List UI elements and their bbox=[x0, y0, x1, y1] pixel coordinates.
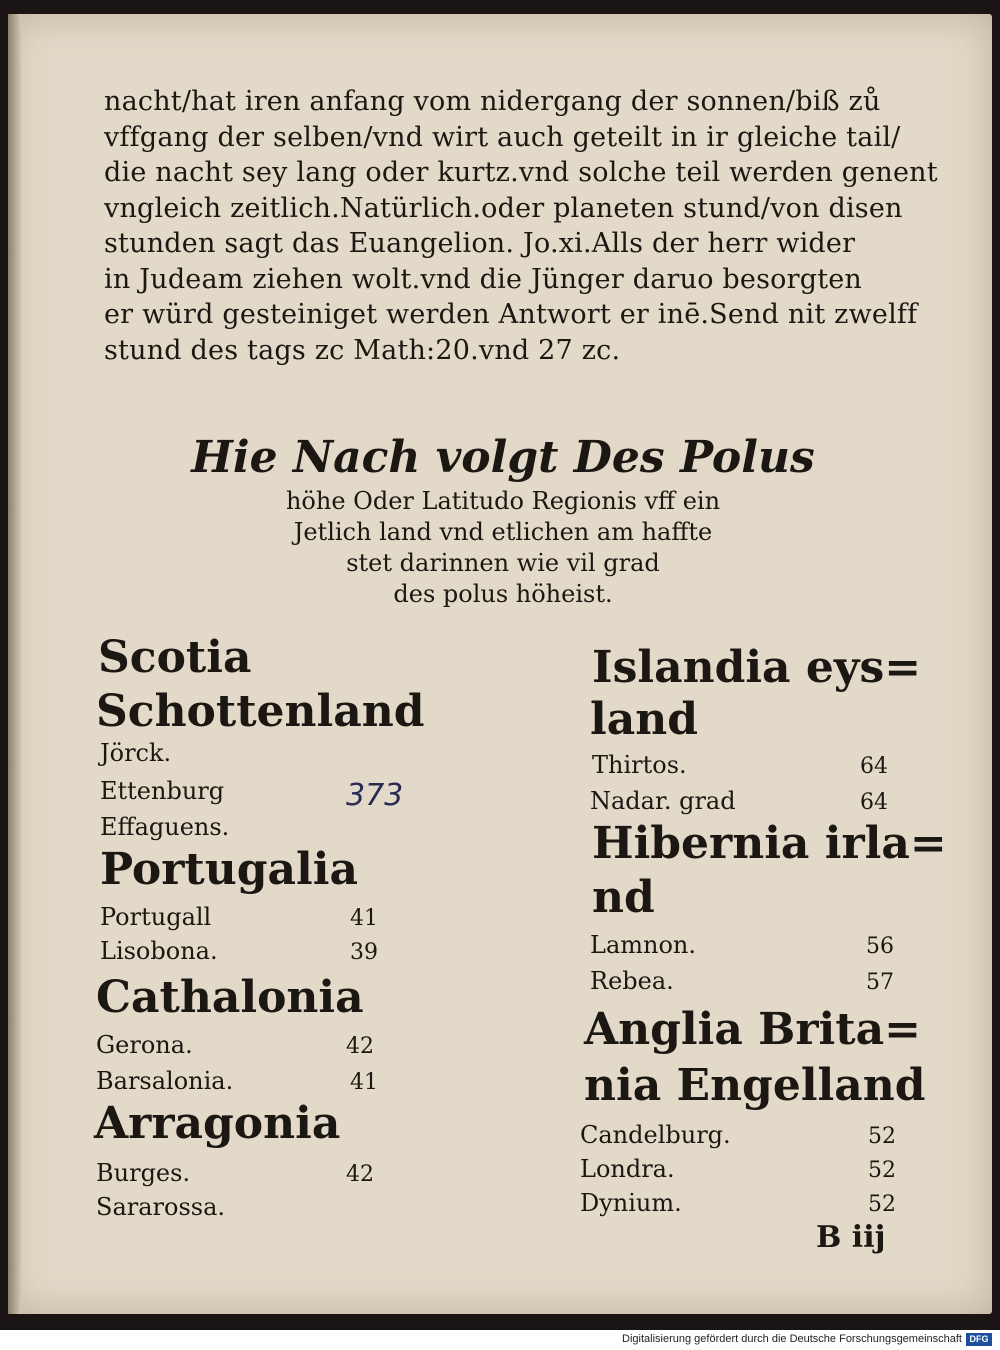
handwritten-annotation: 373 bbox=[346, 778, 404, 813]
place-name: Dynium. bbox=[580, 1189, 682, 1217]
place-name: Barsalonia. bbox=[96, 1067, 234, 1095]
latitude-value: 56 bbox=[866, 934, 894, 959]
region-anglia: Anglia Brita= bbox=[584, 1004, 921, 1055]
region-anglia-cont: nia Engelland bbox=[584, 1060, 926, 1111]
latitude-value: 42 bbox=[346, 1034, 374, 1059]
place-name: Ettenburg bbox=[100, 777, 225, 805]
signature-mark: B iij bbox=[816, 1220, 886, 1255]
region-cathalonia: Cathalonia bbox=[96, 972, 364, 1023]
intro-line: vngleich zeitlich.Natürlich.oder planeten stund/von disen bbox=[104, 192, 903, 224]
heading-subline: stet darinnen wie vil grad bbox=[346, 549, 660, 577]
heading-title: Hie Nach volgt Des Polus bbox=[191, 432, 815, 483]
place-name: Lisobona. bbox=[100, 937, 218, 965]
place-name: Portugall bbox=[100, 903, 212, 931]
region-islandia-cont: land bbox=[590, 694, 698, 745]
heading-subline: Jetlich land vnd etlichen am haffte bbox=[293, 518, 713, 546]
region-arragonia: Arragonia bbox=[94, 1098, 341, 1149]
region-portugalia: Portugalia bbox=[100, 844, 358, 895]
heading-subline: höhe Oder Latitudo Regionis vff ein bbox=[285, 487, 721, 515]
dfg-logo: DFG bbox=[966, 1333, 992, 1346]
region-scotia-vernacular: Schottenland bbox=[96, 686, 425, 737]
latitude-value: 52 bbox=[868, 1192, 896, 1217]
place-name: Rebea. bbox=[590, 967, 674, 995]
page-binding-edge bbox=[8, 14, 22, 1314]
place-name: Sararossa. bbox=[96, 1193, 226, 1221]
latitude-value: 52 bbox=[868, 1124, 896, 1149]
latitude-value: 64 bbox=[860, 790, 888, 815]
intro-paragraph bbox=[104, 84, 938, 368]
intro-line: stund des tags zc Math:20.vnd 27 zc. bbox=[104, 334, 621, 366]
latitude-value: 52 bbox=[868, 1158, 896, 1183]
latitude-value: 64 bbox=[860, 754, 888, 779]
intro-line: er würd gesteiniget werden Antwort er inē.Send nit zwelff bbox=[104, 299, 918, 330]
region-scotia: Scotia bbox=[98, 632, 252, 683]
intro-line: in Judeam ziehen wolt.vnd die Jünger daruo besorgten bbox=[104, 263, 863, 295]
place-name: Jörck. bbox=[100, 739, 172, 767]
place-name: Nadar. grad bbox=[590, 787, 736, 815]
region-hibernia-cont: nd bbox=[592, 872, 655, 923]
book-page bbox=[8, 14, 992, 1314]
place-name: Gerona. bbox=[96, 1031, 193, 1059]
heading-subline: des polus höheist. bbox=[393, 580, 613, 608]
intro-line: vffgang der selben/vnd wirt auch geteilt in ir gleiche tail/ bbox=[104, 121, 901, 153]
place-name: Londra. bbox=[580, 1155, 675, 1183]
intro-line: die nacht sey lang oder kurtz.vnd solche teil werden genent bbox=[104, 157, 938, 188]
region-hibernia: Hibernia irla= bbox=[592, 818, 947, 869]
latitude-value: 57 bbox=[866, 970, 894, 995]
intro-line: stunden sagt das Euangelion. Jo.xi.Alls der herr wider bbox=[104, 228, 856, 259]
footer-credit: Digitalisierung gefördert durch die Deutsche Forschungsgemeinschaft bbox=[622, 1333, 962, 1345]
section-heading bbox=[158, 430, 848, 610]
latitude-value: 41 bbox=[350, 1070, 378, 1095]
place-name: Candelburg. bbox=[580, 1121, 731, 1149]
footer-bar bbox=[0, 1330, 1000, 1350]
place-name: Lamnon. bbox=[590, 931, 696, 959]
place-name: Effaguens. bbox=[100, 813, 230, 841]
latitude-value: 39 bbox=[350, 940, 378, 965]
latitude-value: 41 bbox=[350, 906, 378, 931]
place-name: Thirtos. bbox=[592, 751, 687, 779]
intro-line: nacht/hat iren anfang vom nidergang der sonnen/biß zů bbox=[104, 86, 881, 117]
place-name: Burges. bbox=[96, 1159, 191, 1187]
region-islandia: Islandia eys= bbox=[592, 642, 922, 693]
latitude-value: 42 bbox=[346, 1162, 374, 1187]
